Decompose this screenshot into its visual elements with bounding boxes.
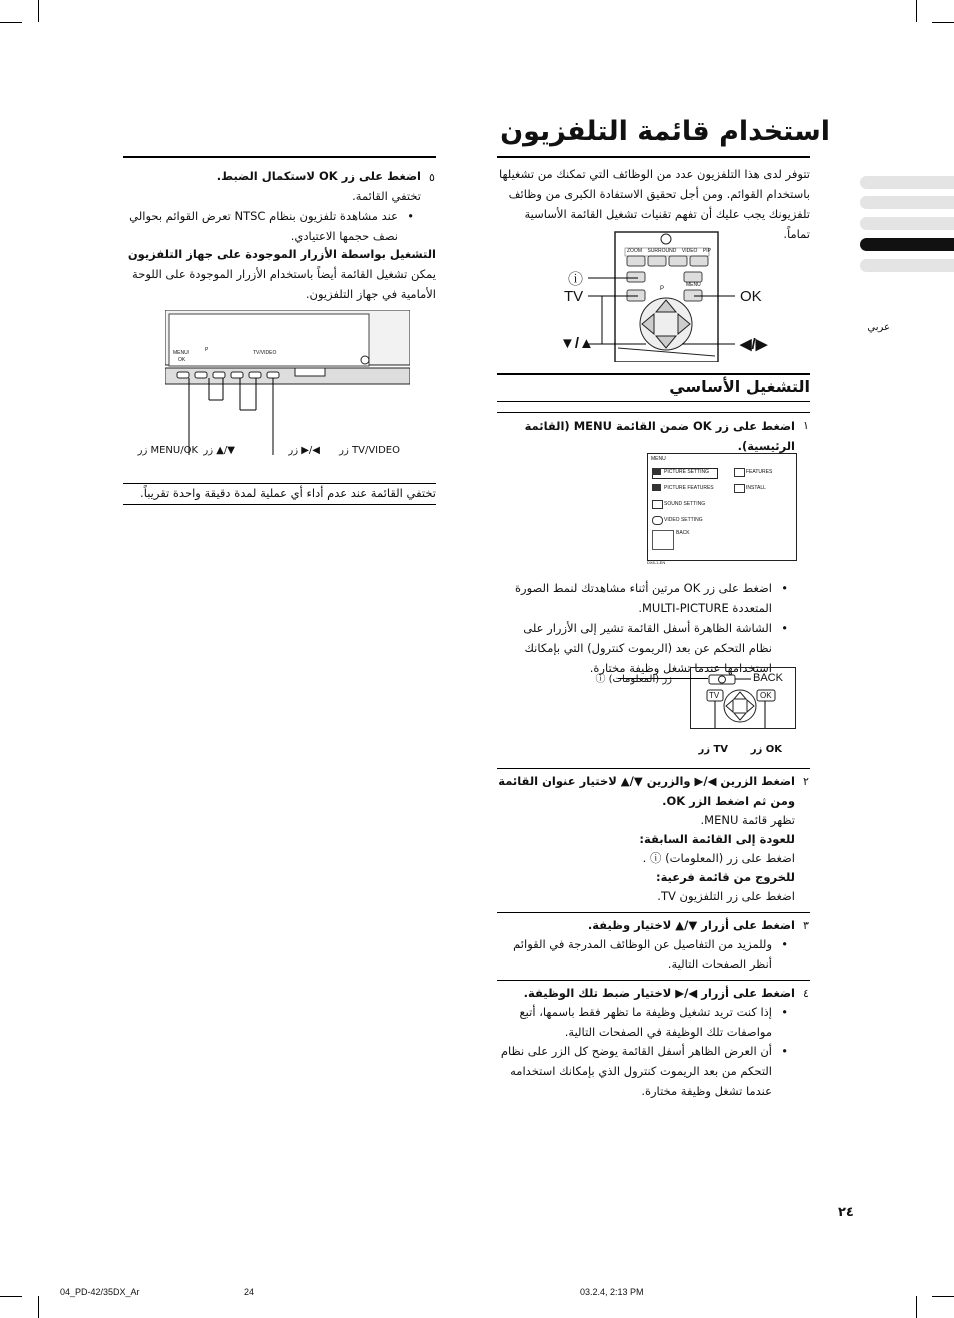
caption-menu-ok: MENU/OK زر <box>137 445 198 456</box>
side-tab-active <box>860 238 954 251</box>
side-tab <box>860 176 954 189</box>
footer-file: 04_PD-42/35DX_Ar <box>60 1287 140 1297</box>
bullet-text: • أن العرض الظاهر أسفل القائمة يوضح كل الزر على نظام التحكم من بعد الريموت كنترول الذي بإمكانك استخدامه عندما تشغل وظيفة مختارة. <box>497 1041 772 1101</box>
rule <box>497 912 810 913</box>
rule <box>497 373 810 375</box>
crop-mark <box>38 1296 39 1318</box>
panel-label: MENU/ <box>173 350 190 356</box>
crop-mark <box>0 1296 22 1297</box>
mini-ok-label: OK <box>760 691 772 700</box>
side-tab <box>860 259 954 272</box>
rule <box>497 980 810 981</box>
crop-mark <box>38 0 39 22</box>
mini-tv-label: TV <box>709 691 720 700</box>
rule <box>123 156 436 158</box>
sound-setting-icon <box>652 500 663 509</box>
menu-item: VIDEO SETTING <box>664 517 703 523</box>
menu-item: INSTALL <box>746 485 766 491</box>
remote-p-label: P <box>660 286 665 292</box>
bullet-text: • عند مشاهدة تلفزيون بنظام NTSC تعرض القوائم بحوالي نصف حجمها الاعتيادي. <box>123 206 398 246</box>
bullet-text: • وللمزيد من التفاصيل عن الوظائف المدرجة في القوائم أنظر الصفحات التالية. <box>497 934 772 974</box>
updown-label: ▼/▲ <box>560 335 594 352</box>
remote-illustration <box>560 228 800 362</box>
front-heading: التشغيل بواسطة الأزرار الموجودة على جهاز التلفزيون <box>127 247 436 261</box>
remote-menu-label: MENU <box>686 282 701 288</box>
menu-item: PICTURE SETTING <box>664 469 710 475</box>
step-number: ٢ <box>803 775 809 788</box>
tv-label: TV <box>564 288 584 305</box>
crop-mark <box>932 1296 954 1297</box>
step-number: ٣ <box>803 919 809 932</box>
footer-page: 24 <box>244 1287 255 1297</box>
panel-label: P <box>205 347 209 353</box>
mini-caption-ok: OK زر <box>750 744 782 755</box>
side-tab <box>860 196 954 209</box>
crop-mark <box>916 1296 917 1318</box>
remote-top-buttons: ZOOM SURROUND VIDEO PIP <box>627 248 711 254</box>
page-number: ٢٤ <box>838 1205 854 1220</box>
rule <box>497 768 810 769</box>
page-title: استخدام قائمة التلفزيون <box>500 116 830 147</box>
caption-tvvideo: TV/VIDEO زر <box>339 445 400 456</box>
picture-features-icon <box>652 484 661 491</box>
menu-screen-code: DX8-1-EN <box>647 560 666 565</box>
info-icon: ⓘ <box>568 271 584 288</box>
mini-back-label: BACK <box>753 672 783 684</box>
ok-label: OK <box>740 288 762 305</box>
crop-mark <box>932 22 954 23</box>
menu-screen-title: MENU <box>651 456 666 462</box>
install-icon <box>734 484 745 493</box>
step-number: ١ <box>803 419 809 432</box>
step-number: ٤ <box>803 987 809 1000</box>
features-icon <box>734 468 745 477</box>
rule <box>123 504 436 505</box>
step2-line: للخروج من قائمة فرعية: <box>655 870 795 884</box>
footer-date: 03.2.4, 2:13 PM <box>580 1287 644 1297</box>
menu-item: FEATURES <box>746 469 773 475</box>
front-panel-svg <box>165 310 410 455</box>
mini-caption-info: زر (المعلومات) ⓘ <box>595 674 672 685</box>
mini-remote-panel <box>690 667 796 729</box>
panel-label: OK <box>178 357 186 363</box>
video-setting-icon <box>652 516 663 525</box>
step-text: اضغط الزرين ◀/▶ والزرين ▼/▲ لاختيار عنوان القائمة ومن ثم اضغط الزر OK. <box>498 774 795 808</box>
step2-line: اضغط على زر (المعلومات) ⓘ . <box>642 851 795 865</box>
bullet-text: • اضغط على زر OK مرتين أثناء مشاهدتك لنمط الصورة المتعددة MULTI-PICTURE. <box>497 578 772 618</box>
picture-setting-icon <box>652 468 661 475</box>
intro-text: تتوفر لدى هذا التلفزيون عدد من الوظائف التي تمكنك من تشغيلها باستخدام القوائم. ومن أجل تحقيق الاستفادة الكبرى من وظائف تلفزيونك يجب عليك أن تفهم تقنيات تشغيل القائمة الأساسية تماماً. <box>498 167 810 241</box>
step-number: ٥ <box>429 171 435 184</box>
step-text: اضغط على زر OK ضمن القائمة MENU (القائمة الرئيسية). <box>524 419 795 453</box>
crop-mark <box>0 22 22 23</box>
step5-sub: تختفي القائمة. <box>352 189 421 203</box>
bullet-text: • الشاشة الظاهرة أسفل القائمة تشير إلى الأزرار على نظام التحكم عن بعد (الريموت كنترول) التي بإمكانك استخدامها عندما تشغل وظيفة مختارة. <box>497 618 772 678</box>
menu-back-label: BACK <box>676 530 690 536</box>
caption-updown: ▼/▲ زر <box>203 445 235 456</box>
rule <box>497 412 810 413</box>
menu-item: SOUND SETTING <box>664 501 706 507</box>
step2-line: تظهر قائمة MENU. <box>700 813 795 827</box>
front-panel-illustration <box>165 310 410 455</box>
step-text: اضغط على زر OK لاستكمال الضبط. <box>216 169 421 183</box>
crop-mark <box>916 0 917 22</box>
step2-line: اضغط على زر التلفزيون TV. <box>657 889 795 903</box>
bullet-text: • إذا كنت تريد تشغيل وظيفة ما تظهر فقط باسمها، أتبع مواصفات تلك الوظيفة في الصفحات التالية. <box>497 1002 772 1042</box>
step-text: اضغط على أزرار ◀/▶ لاختيار ضبط تلك الوظيفة. <box>523 986 795 1000</box>
mini-remote-icon <box>652 530 674 550</box>
rule <box>497 156 810 158</box>
step-text: اضغط على أزرار ▼/▲ لاختيار وظيفة. <box>587 918 795 932</box>
mini-caption-tv: TV زر <box>698 744 728 755</box>
front-text: يمكن تشغيل القائمة أيضاً باستخدام الأزرار الموجودة على اللوحة الأمامية في جهاز التلفزيون. <box>132 267 436 301</box>
menu-screen <box>647 453 797 561</box>
step2-line: للعودة إلى القائمة السابقة: <box>639 832 795 846</box>
note-text: تختفي القائمة عند عدم أداء أي عملية لمدة دقيقة واحدة تقريباً. <box>140 486 436 500</box>
leftright-label: ◀/▶ <box>740 336 768 353</box>
caption-leftright: ◀/▶ زر <box>288 445 320 456</box>
side-tab-label: عربي <box>867 322 890 333</box>
menu-item: PICTURE FEATURES <box>664 485 714 491</box>
side-tab <box>860 217 954 230</box>
rule <box>497 401 810 402</box>
section-title: التشغيل الأساسي <box>669 377 810 396</box>
panel-label: TV/VIDEO <box>253 350 277 356</box>
